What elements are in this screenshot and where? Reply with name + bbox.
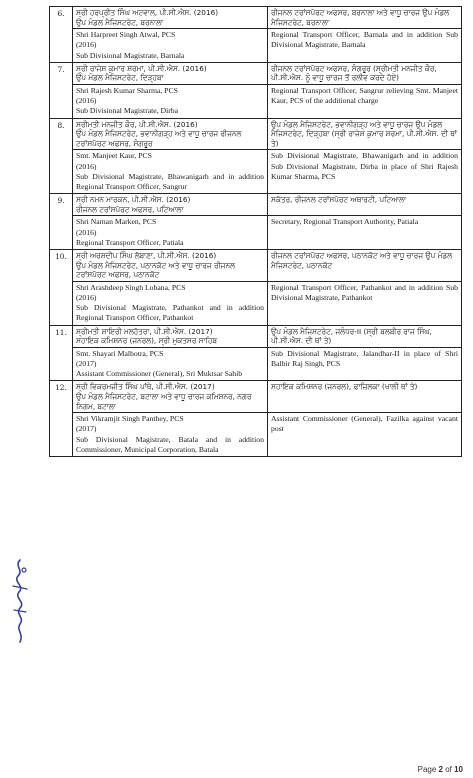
officer-name-english: Shri Naman Marken, PCS (2016) Regional Transport Officer, Patiala [73,216,268,250]
entry-row-english [50,84,462,118]
new-posting-english: Sub Divisional Magistrate, Jalandhar-II in place of Shri Balbir Raj Singh, PCS [268,347,462,381]
new-posting-punjabi: ਸਕੱਤਰ, ਰੀਜਨਲ ਟਰਾਂਸਪੋਰਟ ਅਥਾਰਟੀ, ਪਟਿਆਲਾ [268,194,462,216]
new-posting-punjabi: ਉਪ ਮੰਡਲ ਮੈਜਿਸਟਰੇਟ, ਭਵਾਨੀਗੜ੍ਹ ਅਤੇ ਵਾਧੂ ਚਾਰਜ ਉਪ ਮੰਡਲ ਮੈਜਿਸਟਰੇਟ, ਦਿੜ੍ਹਬਾ (ਸ੍ਰੀ ਰਾਜੇਸ਼ ਕੁਮਾਰ ਸ਼ਰਮਾ, ਪੀ.ਸੀ.ਐਸ. ਦੀ ਥਾਂ ਤੇ) [268,118,462,150]
serial-number: 11. [50,325,73,381]
handwritten-initials [8,556,32,646]
new-posting-english: Regional Transport Officer, Sangrur relieving Smt. Manjeet Kaur, PCS of the additional charge [268,84,462,118]
officer-name-english: Smt. Manjeet Kaur, PCS (2016) Sub Divisional Magistrate, Bhawanigarh and in addition Regional Transport Officer, Sangrur [73,150,268,194]
serial-number: 8. [50,118,73,194]
entry-row-english [50,150,462,194]
new-posting-punjabi: ਰੀਜਨਲ ਟਰਾਂਸਪੋਰਟ ਅਫਸਰ, ਪਠਾਨਕੋਟ ਅਤੇ ਵਾਧੂ ਚਾਰਜ ਉਪ ਮੰਡਲ ਮੈਜਿਸਟਰੇਟ, ਪਠਾਨਕੋਟ [268,249,462,281]
officer-name-english: Shri Arashdeep Singh Lobana, PCS (2016) Sub Divisional Magistrate, Pathankot and in addition Regional Transport Officer, Pathankot [73,281,268,325]
new-posting-english: Secretary, Regional Transport Authority, Patiala [268,216,462,250]
entry-row-english [50,216,462,250]
officer-name-punjabi: ਸ੍ਰੀ ਨਮਨ ਮਾਰਕਨ, ਪੀ.ਸੀ.ਐਸ. (2016) ਰੀਜਨਲ ਟਰਾਂਸਪੋਰਟ ਅਫਸਰ, ਪਟਿਆਲਾ [73,194,268,216]
officer-name-english: Shri Vikramjit Singh Panthey, PCS (2017) Sub Divisional Magistrate, Batala and in addition Commissioner, Municipal Corporation, Batala [73,413,268,457]
serial-number: 9. [50,194,73,250]
officer-name-english: Shri Harpreet Singh Atwal, PCS (2016) Sub Divisional Magistrate, Barnala [73,29,268,63]
officer-name-punjabi: ਸ੍ਰੀ ਹਰਪ੍ਰੀਤ ਸਿੰਘ ਅਟਵਾਲ, ਪੀ.ਸੀ.ਐਸ. (2016) ਉਪ ਮੰਡਲ ਮੈਜਿਸਟਰੇਟ, ਬਰਨਾਲਾ [73,7,268,29]
entry-row-punjabi [50,7,462,29]
entry-row-punjabi [50,194,462,216]
new-posting-punjabi: ਰੀਜਨਲ ਟਰਾਂਸਪੋਰਟ ਅਫਸਰ, ਸੰਗਰੂਰ (ਸ੍ਰੀਮਤੀ ਮਨਜੀਤ ਕੌਰ, ਪੀ.ਸੀ.ਐਸ. ਨੂੰ ਵਾਧੂ ਚਾਰਜ ਤੋਂ ਰਲੀਵ ਕਰਦੇ ਹੋਏ) [268,62,462,84]
new-posting-english: Sub Divisional Magistrate, Bhawanigarh and in addition Sub Divisional Magistrate, Dirba in place of Shri Rajesh Kumar Sharma, PCS [268,150,462,194]
new-posting-english: Regional Transport Officer, Pathankot and in addition Sub Divisional Magistrate, Pathankot [268,281,462,325]
serial-number: 7. [50,62,73,118]
officer-name-punjabi: ਸ੍ਰੀ ਰਾਜੇਸ਼ ਕੁਮਾਰ ਸ਼ਰਮਾ, ਪੀ.ਸੀ.ਐਸ. (2016) ਉਪ ਮੰਡਲ ਮੈਜਿਸਟਰੇਟ, ਦਿੜ੍ਹਬਾ [73,62,268,84]
entry-row-punjabi [50,118,462,150]
officer-name-punjabi: ਸ੍ਰੀਮਤੀ ਸ਼ਾਇਰੀ ਮਲਹੋਤਰਾ, ਪੀ.ਸੀ.ਐਸ. (2017) ਸਹਾਇਕ ਕਮਿਸ਼ਨਰ (ਜਨਰਲ), ਸ੍ਰੀ ਮੁਕਤਸਰ ਸਾਹਿਬ [73,325,268,347]
entry-row-punjabi [50,381,462,413]
officer-name-punjabi: ਸ੍ਰੀ ਵਿਕਰਮਜੀਤ ਸਿੰਘ ਪਾਂਥੇ, ਪੀ.ਸੀ.ਐਸ. (2017) ਉਪ ਮੰਡਲ ਮੈਜਿਸਟਰੇਟ, ਬਟਾਲਾ ਅਤੇ ਵਾਧੂ ਚਾਰਜ ਕਮਿਸ਼ਨਰ, ਨਗਰ ਨਿਗਮ, ਬਟਾਲਾ [73,381,268,413]
serial-number: 6. [50,7,73,63]
entry-row-punjabi [50,62,462,84]
entry-row-english [50,281,462,325]
new-posting-english: Assistant Commissioner (General), Fazilka against vacant post [268,413,462,457]
new-posting-punjabi: ਰੀਜਨਲ ਟਰਾਂਸਪੋਰਟ ਅਫਸਰ, ਬਰਨਾਲਾ ਅਤੇ ਵਾਧੂ ਚਾਰਜ ਉਪ ਮੰਡਲ ਮੈਜਿਸਟਰੇਟ, ਬਰਨਾਲਾ [268,7,462,29]
new-posting-punjabi: ਸਹਾਇਕ ਕਮਿਸ਼ਨਰ (ਜਨਰਲ), ਫਾਜ਼ਿਲਕਾ (ਖਾਲੀ ਥਾਂ ਤੇ) [268,381,462,413]
serial-number: 10. [50,249,73,325]
serial-number: 12. [50,381,73,457]
entry-row-english [50,413,462,457]
transfer-orders-table [49,6,462,457]
officer-name-punjabi: ਸ੍ਰੀਮਤੀ ਮਨਜੀਤ ਕੌਰ, ਪੀ.ਸੀ.ਐਸ. (2016) ਉਪ ਮੰਡਲ ਮੈਜਿਸਟਰੇਟ, ਭਵਾਨੀਗੜ੍ਹ ਅਤੇ ਵਾਧੂ ਚਾਰਜ ਰੀਜਨਲ ਟਰਾਂਸਪੋਰਟ ਅਫਸਰ, ਸੰਗਰੂਰ [73,118,268,150]
page-number: Page 2 of 10 [417,765,463,774]
new-posting-english: Regional Transport Officer, Barnala and in addition Sub Divisional Magistrate, Barnala [268,29,462,63]
entry-row-punjabi [50,249,462,281]
new-posting-punjabi: ਉਪ ਮੰਡਲ ਮੈਜਿਸਟਰੇਟ, ਜਲੰਧਰ-II (ਸ੍ਰੀ ਬਲਬੀਰ ਰਾਜ ਸਿੰਘ, ਪੀ.ਸੀ.ਐਸ. ਦੀ ਥਾਂ ਤੇ) [268,325,462,347]
entry-row-punjabi [50,325,462,347]
entry-row-english [50,347,462,381]
officer-name-punjabi: ਸ੍ਰੀ ਅਰਸ਼ਦੀਪ ਸਿੰਘ ਲੋਬਾਣਾ, ਪੀ.ਸੀ.ਐਸ. (2016) ਉਪ ਮੰਡਲ ਮੈਜਿਸਟਰੇਟ, ਪਠਾਨਕੋਟ ਅਤੇ ਵਾਧੂ ਚਾਰਜ ਰੀਜਨਲ ਟਰਾਂਸਪੋਰਟ ਅਫਸਰ, ਪਠਾਨਕੋਟ [73,249,268,281]
entry-row-english [50,29,462,63]
officer-name-english: Smt. Shayari Malhotra, PCS (2017) Assistant Commissioner (General), Sri Muktsar Sahib [73,347,268,381]
officer-name-english: Shri Rajesh Kumar Sharma, PCS (2016) Sub Divisional Magistrate, Dirba [73,84,268,118]
